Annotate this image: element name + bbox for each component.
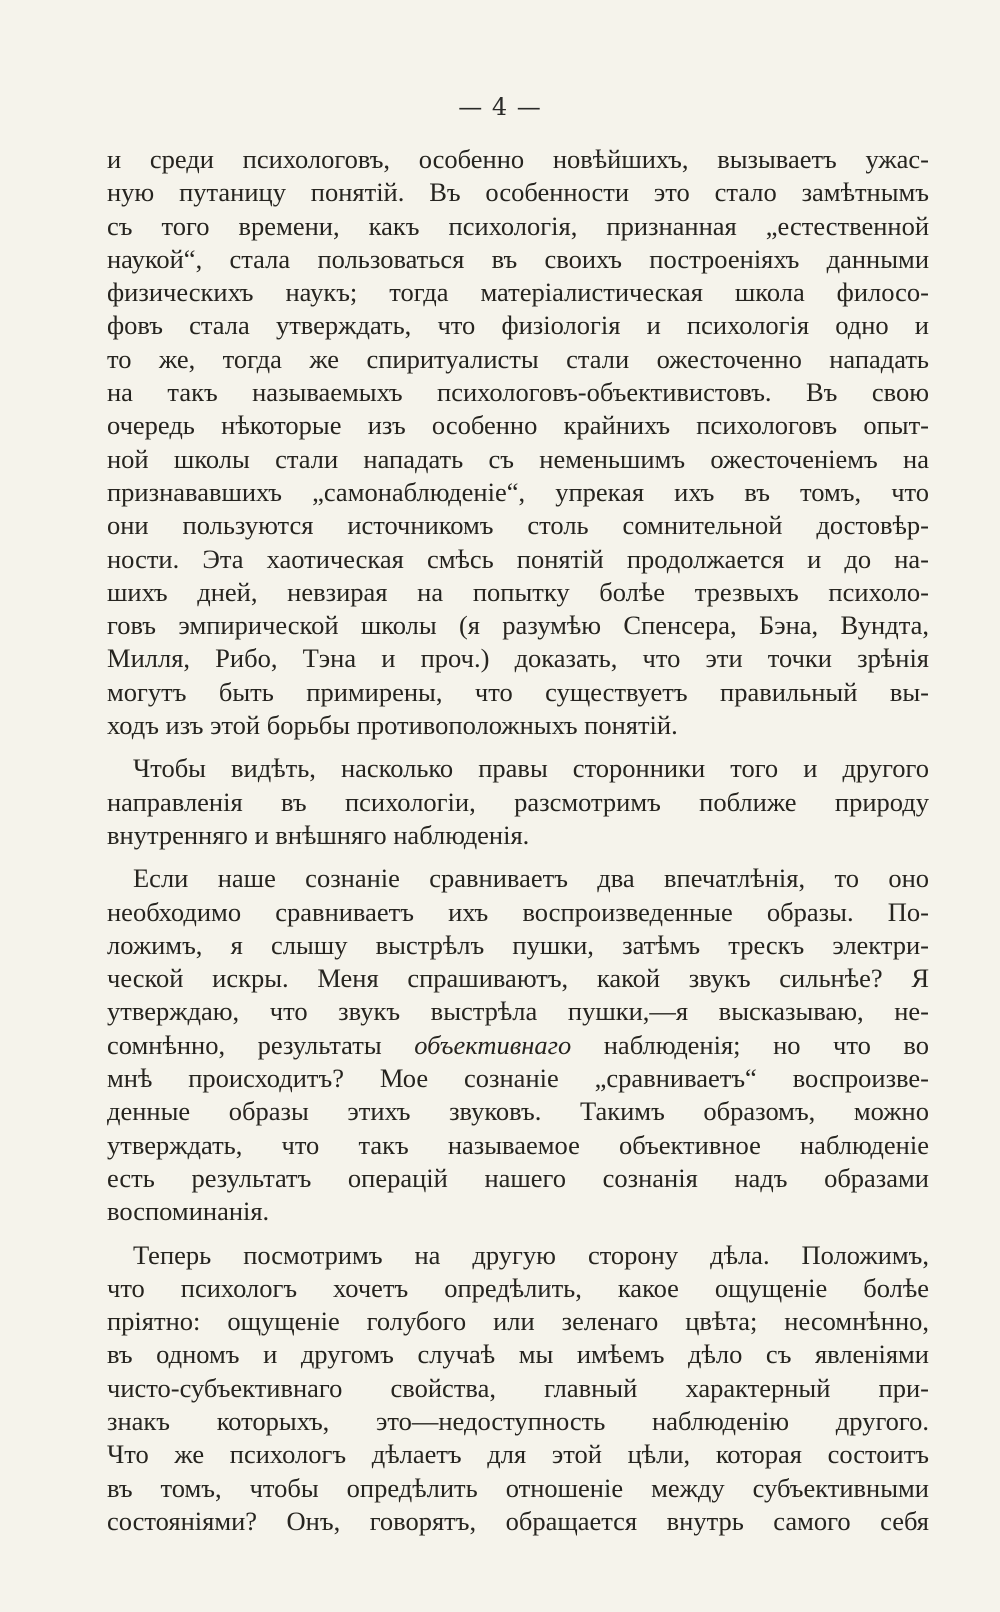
text-line: Если наше сознаніе сравниваетъ два впечатлѣнія, то оно bbox=[133, 863, 929, 894]
text-line: въ томъ, чтобы опредѣлить отношеніе между субъективными bbox=[107, 1472, 929, 1503]
text-line: Теперь посмотримъ на другую сторону дѣла. Положимъ, bbox=[133, 1239, 929, 1270]
text-line: съ того времени, какъ психологія, признанная „естественной bbox=[107, 210, 929, 241]
text-line: есть результатъ операцій нашего сознанія надъ образами bbox=[107, 1162, 929, 1193]
text-line: физическихъ наукъ; тогда матеріалистическая школа филосо- bbox=[107, 277, 929, 308]
text-line: утверждать, что такъ называемое объективное наблюденіе bbox=[107, 1129, 929, 1160]
paragraph-1 bbox=[107, 143, 929, 742]
text-line: чисто-субъективнаго свойства, главный характерный при- bbox=[107, 1372, 929, 1403]
text-line: утверждаю, что звукъ выстрѣла пушки,—я высказываю, не- bbox=[107, 996, 929, 1027]
text-line: ную путаницу понятій. Въ особенности это стало замѣтнымъ bbox=[107, 177, 929, 208]
text-line: наукой“, стала пользоваться въ своихъ построеніяхъ данными bbox=[107, 243, 929, 274]
page-number: — 4 — bbox=[458, 93, 542, 121]
text-line: могутъ быть примирены, что существуетъ правильный вы- bbox=[107, 676, 929, 707]
text-line: ности. Эта хаотическая смѣсь понятій продолжается и до на- bbox=[107, 543, 929, 574]
text-line: и среди психологовъ, особенно новѣйшихъ, вызываетъ ужас- bbox=[107, 144, 929, 174]
text-line: ческой искры. Меня спрашиваютъ, какой звукъ сильнѣе? Я bbox=[107, 963, 929, 994]
text-line-with-italic bbox=[107, 1029, 929, 1062]
paragraph-gap bbox=[107, 742, 929, 752]
text-line: знакъ которыхъ, это—недоступность наблюденію другого. bbox=[107, 1405, 929, 1436]
text-line: воспоминанія. bbox=[107, 1196, 270, 1227]
text-line: что психологъ хочетъ опредѣлить, какое ощущеніе болѣе bbox=[107, 1272, 929, 1303]
text-line: Что же психологъ дѣлаетъ для этой цѣли, которая состоитъ bbox=[107, 1439, 929, 1470]
text-line: внутренняго и внѣшняго наблюденія. bbox=[107, 819, 530, 850]
paragraph-4 bbox=[107, 1239, 929, 1539]
text-line: ходъ изъ этой борьбы противоположныхъ понятій. bbox=[107, 710, 678, 741]
text-line: ной школы стали нападать съ неменьшимъ ожесточеніемъ на bbox=[107, 443, 929, 474]
text-line: шихъ дней, невзирая на попытку болѣе трезвыхъ психоло- bbox=[107, 576, 929, 607]
text-line: фовъ стала утверждать, что физіологія и психологія одно и bbox=[107, 310, 929, 341]
text-line: мнѣ происходитъ? Мое сознаніе „сравниваетъ“ воспроизве- bbox=[107, 1063, 929, 1094]
paragraph-3 bbox=[107, 862, 929, 1228]
paragraph-2 bbox=[107, 752, 929, 852]
text-line: то же, тогда же спиритуалисты стали ожесточенно нападать bbox=[107, 343, 929, 374]
text-line: пріятно: ощущеніе голубого или зеленаго цвѣта; несомнѣнно, bbox=[107, 1306, 929, 1337]
text-segment: наблюденія; но что во bbox=[571, 1029, 929, 1060]
paragraph-gap bbox=[107, 1229, 929, 1239]
text-line: Милля, Рибо, Тэна и проч.) доказать, что эти точки зрѣнія bbox=[107, 643, 929, 674]
text-line: направленія въ психологіи, разсмотримъ поближе природу bbox=[107, 786, 929, 817]
text-line: очередь нѣкоторые изъ особенно крайнихъ психологовъ опыт- bbox=[107, 410, 929, 441]
text-line: въ одномъ и другомъ случаѣ мы имѣемъ дѣло съ явленіями bbox=[107, 1339, 929, 1370]
paragraph-gap bbox=[107, 852, 929, 862]
text-line: ложимъ, я слышу выстрѣлъ пушки, затѣмъ трескъ электри- bbox=[107, 929, 929, 960]
text-line: они пользуются источникомъ столь сомнительной достовѣр- bbox=[107, 510, 929, 541]
text-line: говъ эмпирической школы (я разумѣю Спенсера, Бэна, Вундта, bbox=[107, 610, 929, 641]
text-line: на такъ называемыхъ психологовъ-объективистовъ. Въ свою bbox=[107, 377, 929, 408]
text-line: денные образы этихъ звуковъ. Такимъ образомъ, можно bbox=[107, 1096, 929, 1127]
text-line: признававшихъ „самонаблюденіе“, упрекая ихъ въ томъ, что bbox=[107, 476, 929, 507]
body-text bbox=[107, 143, 929, 1538]
text-line: состояніями? Онъ, говорятъ, обращается внутрь самого себя bbox=[107, 1505, 929, 1536]
text-line: Чтобы видѣть, насколько правы сторонники того и другого bbox=[133, 753, 929, 784]
italic-word: объективнаго bbox=[414, 1029, 572, 1060]
text-line: необходимо сравниваетъ ихъ воспроизведенные образы. По- bbox=[107, 896, 929, 927]
text-segment: сомнѣнно, результаты bbox=[107, 1029, 415, 1060]
